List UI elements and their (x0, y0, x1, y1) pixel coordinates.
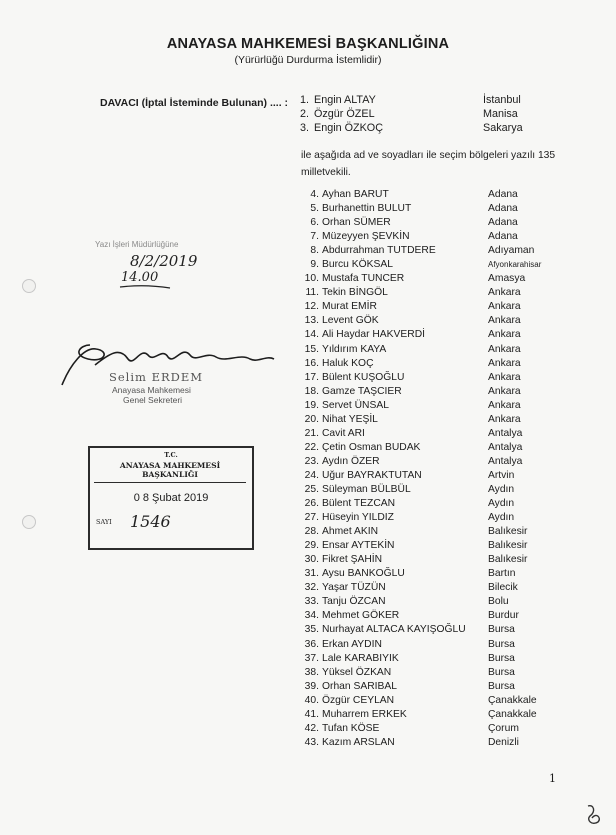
row-number: 40. (304, 694, 319, 706)
row-number: 5. (310, 203, 319, 215)
member-city: Antalya (488, 441, 523, 453)
member-city: Ankara (488, 329, 521, 341)
member-row (299, 623, 559, 637)
member-name: Uğur BAYRAKTUTAN (322, 469, 422, 481)
member-name: Hüseyin YILDIZ (322, 512, 394, 524)
row-number: 14. (304, 329, 319, 341)
member-city: İstanbul (483, 94, 521, 106)
member-row (299, 638, 559, 652)
member-row (299, 188, 559, 202)
member-row (299, 483, 559, 497)
stamp-sayi-number: 1546 (130, 512, 171, 531)
member-city: Bursa (488, 652, 515, 664)
row-number: 18. (304, 385, 319, 397)
member-name: Nurhayat ALTACA KAYIŞOĞLU (322, 624, 466, 636)
member-city: Bursa (488, 666, 515, 678)
member-name: Aydın ÖZER (322, 455, 380, 467)
row-number: 9. (310, 259, 319, 271)
member-row (299, 413, 559, 427)
row-number: 7. (310, 231, 319, 243)
member-city: Sakarya (483, 122, 523, 134)
row-number: 10. (304, 273, 319, 285)
member-city: Ankara (488, 413, 521, 425)
member-row (299, 230, 559, 244)
signature-title-line1: Anayasa Mahkemesi (112, 385, 191, 395)
member-city: Adana (488, 189, 518, 200)
member-name: Erkan AYDIN (322, 638, 382, 650)
received-stamp (88, 446, 254, 550)
member-row (299, 525, 559, 539)
member-city: Bursa (488, 680, 515, 692)
member-row (299, 736, 559, 750)
member-city: Bilecik (488, 582, 518, 594)
member-row (299, 343, 559, 357)
member-name: Özgür ÖZEL (314, 108, 375, 120)
member-city: Ankara (488, 287, 521, 299)
punch-hole (22, 279, 36, 293)
member-name: Mustafa TUNCER (322, 273, 405, 285)
member-name: Servet ÜNSAL (322, 399, 389, 411)
member-row (299, 272, 559, 286)
member-city: Çanakkale (488, 708, 537, 720)
member-city: Manisa (483, 108, 518, 120)
member-city: Ankara (488, 357, 521, 369)
member-row (299, 581, 559, 595)
member-city: Artvin (488, 469, 515, 481)
stamp-date: 0 8 Şubat 2019 (133, 492, 209, 504)
member-city: Ankara (488, 385, 521, 397)
member-row (299, 216, 559, 230)
row-number: 34. (304, 610, 319, 622)
plaintiff-row (300, 93, 540, 107)
member-row (299, 258, 559, 272)
member-list (299, 188, 559, 750)
member-name: Tanju ÖZCAN (322, 596, 386, 608)
row-number: 6. (310, 217, 319, 229)
member-row (299, 539, 559, 553)
member-city: Balıkesir (488, 554, 528, 566)
member-city: Aydın (488, 512, 515, 524)
row-number: 23. (304, 455, 319, 467)
member-city: Ankara (488, 343, 521, 355)
member-row (299, 202, 559, 216)
member-row (299, 244, 559, 258)
member-city: Balıkesir (488, 526, 528, 538)
row-number: 30. (304, 554, 319, 566)
member-row (299, 300, 559, 314)
member-name: Ali Haydar HAKVERDİ (322, 329, 425, 341)
signature-name: Selim ERDEM (109, 370, 204, 384)
row-number: 27. (304, 512, 319, 524)
member-name: Yıldırım KAYA (322, 343, 387, 355)
plaintiff-row (300, 107, 540, 121)
member-row (299, 427, 559, 441)
member-row (299, 357, 559, 371)
member-name: Burhanettin BULUT (322, 203, 412, 215)
member-city: Çanakkale (488, 694, 537, 706)
plaintiff-label: DAVACI (İptal İsteminde Bulunan) .... : (100, 97, 289, 109)
member-name: Aysu BANKOĞLU (322, 568, 405, 580)
member-city: Afyonkarahisar (488, 260, 542, 270)
member-row (299, 595, 559, 609)
row-number: 4. (310, 189, 319, 200)
member-row (299, 652, 559, 666)
member-city: Bursa (488, 624, 515, 636)
member-row (299, 722, 559, 736)
member-row (299, 385, 559, 399)
member-name: Tekin BİNGÖL (322, 287, 388, 299)
row-number: 28. (304, 526, 319, 538)
member-name: Ensar AYTEKİN (322, 540, 395, 552)
stamp-tc: T.C. (164, 451, 178, 459)
member-city: Adıyaman (488, 245, 535, 257)
row-number: 3. (300, 122, 310, 134)
member-name: Süleyman BÜLBÜL (322, 483, 411, 495)
row-number: 21. (304, 427, 319, 439)
row-number: 24. (304, 469, 319, 481)
member-name: Özgür CEYLAN (322, 694, 395, 706)
document-title: ANAYASA MAHKEMESİ BAŞKANLIĞINA (166, 36, 450, 52)
row-number: 16. (304, 357, 319, 369)
member-city: Burdur (488, 610, 519, 622)
member-name: Orhan SÜMER (322, 217, 391, 229)
intro-paragraph: ile aşağıda ad ve soyadları ile seçim bölgeleri yazılı 135 milletvekili. (301, 150, 556, 178)
member-city: Aydın (488, 483, 515, 495)
row-number: 43. (304, 736, 319, 748)
member-name: Cavit ARI (322, 427, 365, 439)
member-row (299, 455, 559, 469)
signature-title-line2: Genel Sekreteri (123, 395, 183, 405)
member-name: Yaşar TÜZÜN (322, 582, 386, 594)
row-number: 36. (304, 638, 319, 650)
row-number: 2. (300, 108, 310, 120)
page-number: 1 (549, 772, 556, 785)
member-name: Levent GÖK (322, 315, 379, 327)
member-name: Engin ÖZKOÇ (314, 122, 384, 134)
member-name: Ahmet AKIN (322, 526, 379, 538)
member-name: Haluk KOÇ (322, 357, 374, 369)
stamp-organization: ANAYASA MAHKEMESİ BAŞKANLIĞI (94, 461, 246, 483)
member-city: Bolu (488, 596, 509, 608)
member-name: Bülent KUŞOĞLU (322, 371, 405, 383)
receipt-time: 14.00 (121, 270, 159, 285)
member-city: Aydın (488, 498, 515, 510)
plaintiff-list (300, 93, 540, 135)
row-number: 19. (304, 399, 319, 411)
member-name: Tufan KÖSE (322, 722, 380, 734)
member-name: Mehmet GÖKER (322, 610, 400, 622)
row-number: 29. (304, 540, 319, 552)
row-number: 37. (304, 652, 319, 664)
member-name: Ayhan BARUT (322, 189, 389, 200)
member-row (299, 666, 559, 680)
plaintiff-row (300, 121, 540, 135)
member-city: Amasya (488, 273, 526, 285)
member-row (299, 553, 559, 567)
row-number: 41. (304, 708, 319, 720)
member-city: Balıkesir (488, 540, 528, 552)
row-number: 35. (304, 624, 319, 636)
member-row (299, 286, 559, 300)
member-city: Denizli (488, 736, 519, 748)
underline-mark (118, 284, 172, 290)
member-city: Bartın (488, 568, 516, 580)
row-number: 11. (305, 287, 319, 299)
member-name: Çetin Osman BUDAK (322, 441, 421, 453)
document-subtitle: (Yürürlüğü Durdurma İstemlidir) (234, 54, 382, 66)
member-city: Antalya (488, 427, 523, 439)
row-number: 42. (304, 722, 319, 734)
row-number: 13. (304, 315, 319, 327)
row-number: 8. (310, 245, 319, 257)
member-row (299, 694, 559, 708)
member-city: Ankara (488, 399, 521, 411)
member-city: Ankara (488, 301, 521, 313)
row-number: 20. (304, 413, 319, 425)
member-name: Muharrem ERKEK (322, 708, 407, 720)
receipt-date: 8/2/2019 (130, 252, 198, 270)
member-name: Engin ALTAY (314, 94, 376, 106)
member-row (299, 371, 559, 385)
member-row (299, 328, 559, 342)
row-number: 12. (304, 301, 319, 313)
member-name: Fikret ŞAHİN (322, 554, 383, 566)
member-city: Adana (488, 217, 518, 229)
member-name: Müzeyyen ŞEVKİN (322, 231, 410, 243)
member-name: Orhan SARIBAL (322, 680, 397, 692)
row-number: 17. (304, 371, 319, 383)
member-city: Ankara (488, 371, 521, 383)
member-row (299, 399, 559, 413)
row-number: 25. (304, 483, 319, 495)
member-city: Antalya (488, 455, 523, 467)
row-number: 31. (304, 568, 319, 580)
member-row (299, 567, 559, 581)
member-row (299, 680, 559, 694)
member-city: Bursa (488, 638, 515, 650)
stamp-sayi-label: SAYI (96, 518, 112, 526)
row-number: 32. (304, 582, 319, 594)
member-row (299, 511, 559, 525)
row-number: 22. (304, 441, 319, 453)
member-city: Adana (488, 231, 518, 243)
member-row (299, 708, 559, 722)
row-number: 15. (304, 343, 319, 355)
receipt-label: Yazı İşleri Müdürlüğüne (95, 240, 179, 249)
member-name: Yüksel ÖZKAN (322, 666, 392, 678)
member-city: Ankara (488, 315, 521, 327)
punch-hole (22, 515, 36, 529)
row-number: 33. (304, 596, 319, 608)
member-name: Burcu KÖKSAL (322, 259, 393, 271)
row-number: 1. (300, 94, 310, 106)
member-row (299, 609, 559, 623)
member-name: Abdurrahman TUTDERE (322, 245, 436, 257)
member-city: Çorum (488, 722, 519, 734)
member-row (299, 441, 559, 455)
row-number: 39. (304, 680, 319, 692)
member-name: Kazım ARSLAN (322, 736, 395, 748)
member-name: Nihat YEŞİL (322, 413, 378, 425)
member-name: Lale KARABIYIK (322, 652, 399, 664)
member-row (299, 469, 559, 483)
member-name: Gamze TAŞCIER (322, 385, 402, 397)
member-name: Bülent TEZCAN (322, 498, 396, 510)
member-city: Adana (488, 203, 518, 215)
member-row (299, 497, 559, 511)
member-name: Murat EMİR (322, 301, 377, 313)
row-number: 38. (304, 666, 319, 678)
row-number: 26. (304, 498, 319, 510)
initials-mark (582, 802, 606, 828)
member-row (299, 314, 559, 328)
